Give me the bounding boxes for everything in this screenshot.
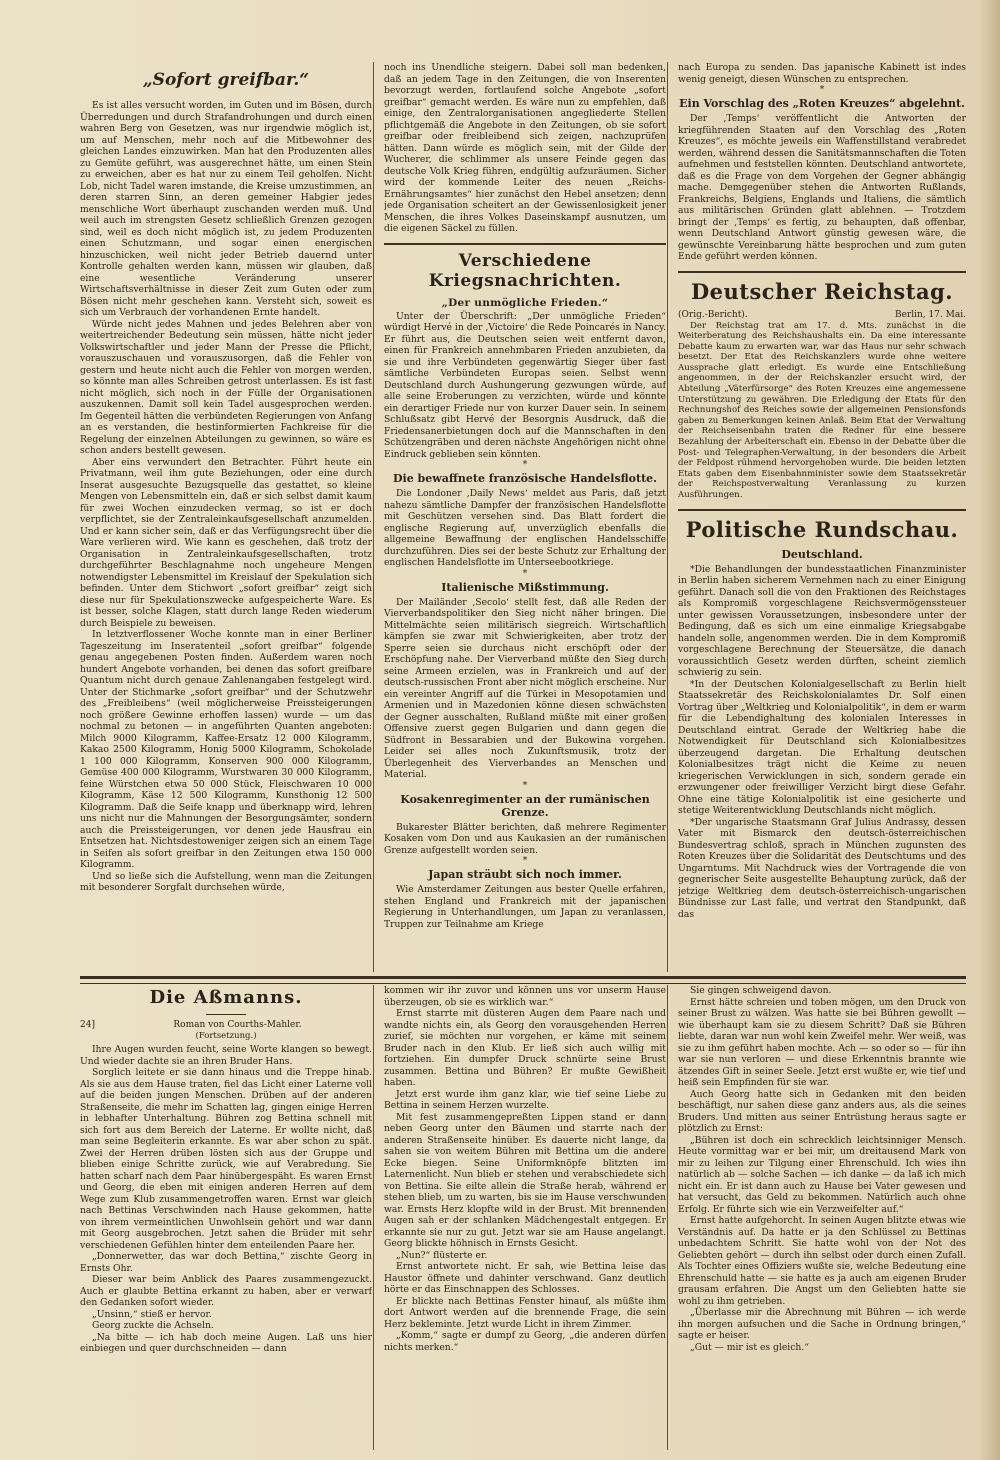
paragraph: Dieser war beim Anblick des Paares zusammengezuckt. Auch er glaubte Bettina erkannt zu haben, aber er verwarf den Gedanken sofort wieder. [80,1274,372,1308]
paragraph: Ernst starrte mit düsteren Augen dem Paare nach und wandte nichts ein, als Georg den vorausgehenden Herren zurief, sie möchten nur vorgehen, er käme mit seinem Bruder nach in den Klub. Er ließ sich auch willig mit fortziehen. Ein dumpfer Druck schnürte seine Brust zusammen. Bettina und Bühren? Er mußte Gewißheit haben. [384,1008,666,1088]
novel-title: Die Aßmanns. [149,987,303,1008]
subsection-title: Deutschland. [781,547,863,561]
column-divider [373,62,374,972]
paragraph: Sorglich leitete er sie dann hinaus und die Treppe hinab. Als sie aus dem Hause traten, fiel das Licht einer Laterne voll auf die beiden jungen Menschen. Drüben auf der anderen Straßenseite, die mehr im Schatten lag, gingen einige Herren in lebhafter Unterhaltung. Bühren zog Bettina schnell mit sich fort aus dem Bereich der Laterne. Er wollte nicht, daß man seine Begleiterin erkannte. Es war aber schon zu spät. Zwei der Herren drüben lösten sich aus der Gruppe und blieben einige Schritte zurück, wie auf Verabredung. Sie hatten scharf nach dem Paar hinübergespäht. Es waren Ernst und Georg, die eben mit einigen anderen Herren auf dem Wege zum Klub zusammengetroffen waren. Ernst war gleich nach Bettinas Verschwinden nach Hause gekommen, hatte von ihrem vermeintlichen Unwohlsein gehört und war dann mit Georg ausgebrochen. Jetzt sahen die Brüder mit sehr verschiedenen Gefühlen hinter dem enteilenden Paare her. [80,1067,372,1251]
paragraph: Auch Georg hatte sich in Gedanken mit den beiden beschäftigt, nur sahen diese ganz anders aus, als die seines Bruders. Und mitten aus seiner Entrüstung heraus sagte er plötzlich zu Ernst: [678,1088,966,1134]
paragraph: nach Europa zu senden. Das japanische Kabinett ist indes wenig geneigt, diesen Wünschen zu entsprechen. [678,62,966,85]
paragraph: Der ‚Temps‘ veröffentlicht die Antworten der kriegführenden Staaten auf den Vorschlag des „Roten Kreuzes“, es möchte jeweils ein Waffenstillstand verabredet werden, während dessen die Sanitätsmannschaften die Toten aufnehmen und feststellen könnten. Deutschland antwortete, daß es die Frage von dem Vorgehen der Gegner abhängig mache. Demgegenüber stehen die Antworten Rußlands, Frankreichs, Belgiens, Englands und Italiens, die sämtlich aus militärischen Gründen glatt ablehnen. — Trotzdem bringt der ‚Temps‘ es fertig, zu behaupten, daß offenbar, wenn Deutschland Antwort günstig gewesen wäre, die gewünschte Vereinbarung hätte besprochen und zum guten Ende geführt werden können. [678,113,966,262]
separator-star: * [819,85,825,95]
feuilleton-column-3 [678,985,966,1450]
paragraph: Ihre Augen wurden feucht, seine Worte klangen so bewegt. Und wieder dachte sie an ihren Bruder Hans. [80,1044,372,1067]
item-title: Japan sträubt sich noch immer. [428,868,622,881]
byline [80,1020,372,1030]
paragraph: „Komm,“ sagte er dumpf zu Georg, „die anderen dürfen nichts merken.“ [384,1330,666,1353]
novel-author: Roman von Courths-Mahler. [173,1020,302,1030]
paragraph: „Donnerwetter, das war doch Bettina,“ zischte Georg in Ernsts Ohr. [80,1251,372,1274]
item-title: Die bewaffnete französische Handelsflotte. [393,472,657,485]
paragraph: Unter der Überschrift: „Der unmögliche Frieden“ würdigt Hervé in der ‚Victoire‘ die Rede Poincarés in Nancy. Er führt aus, die Deutschen seien weit entfernt davon, einen für Frankreich annehmbaren Frieden anzubieten, da sie und ihre Verbündeten gegenwärtig Sieger über fast sämtliche Verbündeten Europas seien. Selbst wenn Deutschland durch Aushungerung gezwungen würde, auf alle seine Eroberungen zu verzichten, würde und könnte ein derartiger Friede nur von kurzer Dauer sein. In seinem Schlußsatz gibt Hervé der Besorgnis Ausdruck, daß die Friedensanerbietungen doch auf die Mannschaften in den Schützengräben und deren nächste Angehörigen nicht ohne Eindruck geblieben sein könnten. [384,310,666,460]
column-divider [373,985,374,1450]
paragraph: Die Londoner ‚Daily News‘ meldet aus Paris, daß jetzt nahezu sämtliche Dampfer der französischen Handelsflotte mit Geschützen versehen sind. Das Blatt fordert die englische Regierung auf, unverzüglich ebenfalls die allgemeine Bewaffnung der englischen Handelsschiffe durchzuführen. Dies sei der beste Schutz zur Erhaltung der englischen Handelsflotte im Unterseebootkriege. [384,488,666,568]
news-section [80,62,966,972]
paragraph: „Bühren ist doch ein schrecklich leichtsinniger Mensch. Heute vormittag war er bei mir, um dreitausend Mark von mir zu leihen zur Tilgung einer Ehrenschuld. Ich wies ihn natürlich ab — solche Sachen — ich danke — da laß ich mich nicht ein. Er ist dann auch zu Hause bei Vater gewesen und hat versucht, das Geld zu bekommen. Natürlich auch ohne Erfolg. Er führte sich wie ein Verzweifelter auf.“ [678,1134,966,1215]
paragraph: Ernst hatte aufgehorcht. In seinen Augen blitzte etwas wie Verständnis auf. Da hatte er ja den Schlüssel zu Bettinas unbedachtem Schritt. Sie hatte wohl von der Not des Geliebten gehört — durch ihn selbst oder durch einen Zufall. Als Tochter eines Offiziers wußte sie, welche Bedeutung eine Ehrenschuld hatte — sie hatte es ja auch am eigenen Bruder grausam erfahren. Die Angst um den Geliebten hatte sie wohl zu ihm getrieben. [678,1215,966,1307]
paragraph: Georg zuckte die Achseln. [92,1320,214,1331]
source-label: (Orig.-Bericht). [678,309,748,320]
headline-sofort-greifbar: „Sofort greifbar.“ [142,70,310,90]
paragraph: *In der Deutschen Kolonialgesellschaft zu Berlin hielt Staatssekretär des Reichskolonialamtes Dr. Solf einen Vortrag über „Weltkrieg und Kolonialpolitik“, in dem er warm für die Lebendighaltung des kolonialen Interesses in Deutschland eintrat. Gerade der Weltkrieg habe die Notwendigkeit für Deutschland sich Kolonialbesitzes überzeugend dargetan. Die Erhaltung deutschen Kolonialbesitzes trägt nicht die Keime zu neuen kriegerischen Verwicklungen in sich, sondern gerade ein erzwungener oder freiwilliger Verzicht birgt diese Gefahr. Ohne eine tätige Kolonialpolitik ist eine gesicherte und stetige Weiterentwicklung Deutschlands nicht möglich. [678,678,966,817]
column-divider [667,62,668,972]
paragraph: *Die Behandlungen der bundesstaatlichen Finanzminister in Berlin haben sicherem Vernehmen nach zu einer Einigung geführt. Danach soll die von den Fraktionen des Reichstages als Kompromiß vorgeschlagene Reichsvermögenssteuer unter gewissen Voraussetzungen, insbesondere unter der Bedingung, daß es sich um eine einmalige Kriegsabgabe handeln solle, angenommen werden. Die in dem Kompromiß vorgeschlagene Berechnung der Steuersätze, die danach voraussichtlich Gesetz werden dürften, scheint ziemlich schwierig zu sein. [678,563,966,679]
date-label: Berlin, 17. Mai. [894,309,966,320]
paragraph: „Gut — mir ist es gleich.“ [690,1341,809,1353]
paragraph: Wie Amsterdamer Zeitungen aus bester Quelle erfahren, stehen England und Frankreich mit der japanischen Regierung in Unterhandlungen, um Japan zu veranlassen, Truppen zur Teilnahme am Kriege [384,884,666,930]
separator-star: * [522,568,528,579]
feuilleton-column-1 [80,985,372,1450]
paragraph: kommen wir ihr zuvor und können uns vor unserm Hause überzeugen, ob sie es wirklich war.“ [384,985,666,1008]
item-title: Ein Vorschlag des „Roten Kreuzes“ abgelehnt. [679,97,965,110]
paragraph: Der Reichstag trat am 17. d. Mts. zunächst in die Weiterberatung des Reichshaushalts ein. Da eine interessante Debatte kaum zu erwarten war, war das Haus nur sehr schwach besetzt. Der Etat des Reichskanzlers wurde ohne weitere Aussprache glatt erledigt. Es wurde eine Entschließung angenommen, in der der Reichskanzler ersucht wird, der Abteilung „Väterfürsorge“ des Roten Kreuzes eine angemessene Unterstützung zu gewähren. Die Erledigung der Etats für den Rechnungshof des Reiches sowie der allgemeinen Pensionsfonds gaben zu Bemerkungen keinen Anlaß. Beim Etat der Verwaltung der Reichseisenbahn traten die Redner für eine bessere Bezahlung der Arbeiterschaft ein. Ebenso in der Debatte über die Post- und Telegraphen-Verwaltung, in der besonders die Arbeit der Feldpost rühmend hervorgehoben wurde. Die beiden letzten Etats gaben dem Eisenbahnminister sowie dem Staatssekretär der Reichspostverwaltung Veranlassung zu kurzen Ausführungen. [678,320,966,500]
paragraph: Es ist alles versucht worden, im Guten und im Bösen, durch Überredungen und durch Strafandrohungen und durch einen wahren Berg von Gesetzen, was nur irgendwie möglich ist, um auf Menschen, mehr noch auf die Mitbewohner des gleichen Landes einzuwirken. Man hat den Produzenten alles zu Gemüte geführt, was ausgerechnet hätte, um einen Stein zu erweichen, aber es hat nur zu einem Teil geholfen. Nicht Lob, nicht Tadel waren imstande, die Kreise umzustimmen, an deren starren Sinn, an deren gemeiner Habgier jedes menschliche Wort überhaupt zuschanden werden muß. Und weil auch im strengsten Gesetz schließlich Grenzen gezogen sind, weil es doch nicht möglich ist, zu jedem Produzenten einen Schutzmann, und sogar einen energischen hinzuschicken, weil nicht jeder Betrieb dauernd unter Kontrolle gehalten werden kann, müssen wir glauben, daß eine wesentliche Veränderung unserer Wirtschaftsverhältnisse in dieser Zeit zum Guten oder zum Bösen nicht mehr geschehen kann. Versteht sich, soweit es sich um Verbrauch der vorhandenen Ernte handelt. [80,100,372,318]
paragraph: Bukarester Blätter berichten, daß mehrere Regimenter Kosaken vom Don und aus Kaukasien an der rumänischen Grenze aufgestellt worden seien. [384,821,666,856]
paragraph: Jetzt erst wurde ihm ganz klar, wie tief seine Liebe zu Bettina in seinem Herzen wurzelte. [384,1088,666,1111]
paragraph: Der Mailänder ‚Secolo‘ stellt fest, daß alle Reden der Vierverbandspolitiker den Sieg nicht näher bringen. Die Mittelmächte seien militärisch siegreich. Wirtschaftlich kämpfen sie zwar mit Schwierigkeiten, aber trotz der Sperre seien sie durchaus nicht erschöpft oder der Erschöpfung nahe. Der Vierverband müßte den Sieg durch seine Armeen erzielen, was in Frankreich und auf der deutsch-russischen Front aber nicht möglich erscheine. Nur ein vereinter Angriff auf die Türkei in Mesopotamien und Armenien und in Mazedonien könne diesen schwächsten der Gegner ausschalten, Rußland müßte mit einer großen Offensive zuerst gegen Bulgarien und dann gegen die Südfront in Bessarabien und der Bukowina vorgehen. Leider sei alles noch Zukunftsmusik, trotz der Überlegenheit des Vierverbandes an Menschen und Material. [384,596,666,780]
column-1 [80,62,372,972]
paragraph: Aber eins verwundert den Betrachter. Führt heute ein Privatmann, weil ihm gute Beziehungen, oder eine durch Inserat ausgesuchte Bezugsquelle das gestattet, so kleine Mengen von Lebensmitteln ein, daß er sich selbst damit kaum für zwei Wochen einzudecken vermag, so ist er doch verpflichtet, sie der Zentraleinkaufsgesellschaft anzumelden. Und er kann sicher sein, daß er das Verfügungsrecht über die Ware verlieren wird. Wie kann es geschehen, daß trotz der Organisation in Zentraleinkaufsgesellschaften, trotz durchgeführter Beschlagnahme noch ungeheure Mengen notwendigster Lebensmittel im Kreislauf der Spekulation sich befinden. Unter dem Stichwort „sofort greifbar“ zeigt sich diese nur für Spekulationszwecke aufgespeicherte Ware. Es ist besser, solche Klagen, statt durch lange Reden wiederum durch Beispiele zu beweisen. [80,456,372,629]
paragraph: Ernst hätte schreien und toben mögen, um den Druck von seiner Brust zu wälzen. Was hatte sie bei Bühren gewollt — wie überhaupt kam sie zu diesem Schritt? Daß sie Bühren liebte, daran war nun wohl kein Zweifel mehr. Wer weiß, was sie zu ihm geführt haben mochte. Ach — so oder so — für ihn war sie nun verloren — und diese Erkenntnis brannte wie ätzendes Gift in seiner Seele. Jetzt erst wußte er, wie tief und heiß sein Empfinden für sie war. [678,996,966,1088]
item-title: „Der unmögliche Frieden.“ [441,296,609,309]
section-title-politische-rundschau: Politische Rundschau. [678,509,966,542]
column-divider [667,985,668,1450]
paragraph: „Überlasse mir die Abrechnung mit Bühren — ich werde ihn morgen aufsuchen und die Sache in Ordnung bringen,“ sagte er heiser. [678,1307,966,1341]
feuilleton-column-2 [384,985,666,1450]
paragraph: „Unsinn,“ stieß er hervor. [92,1308,212,1320]
title-rule [206,1014,246,1016]
dateline [678,310,966,320]
item-title: Italienische Mißstimmung. [441,580,609,594]
paragraph: *Der ungarische Staatsmann Graf Julius Andrassy, dessen Vater mit Bismarck den deutsch-österreichischen Bundesvertrag schloß, sprach in München zugunsten des Roten Kreuzes über die Solidarität des Deutschtums und des Ungarntums. Mit Nachdruck wies der Vortragende die von gegnerischer Seite ausgestellte Behauptung zurück, daß der jetzige Weltkrieg dem deutsch-österreichisch-ungarischen Bündnisse zur Last falle, und vertrat den Standpunkt, daß das [678,816,966,920]
section-title-reichstag: Deutscher Reichstag. [678,271,966,304]
paragraph: Mit fest zusammengepreßten Lippen stand er dann neben Georg unter den Bäumen und starrte nach der anderen Straßenseite hinüber. Es dauerte nicht lange, da sahen sie von weitem Bühren mit Bettina um die andere Ecke biegen. Seine Uniformknöpfe blitzten im Laternenlicht. Nun blieb er stehen und verabschiedete sich von Bettina. Sie eilte allein die Straße herab, während er stehen blieb, um zu warten, bis sie im Hause verschwunden war. Ernsts Herz klopfte wild in der Brust. Mit brennenden Augen sah er der schlanken Mädchengestalt entgegen. Er erkannte sie nur zu gut. Jetzt war sie am Hause angelangt. Georg blickte höhnisch in Ernsts Gesicht. [384,1111,666,1249]
continuation-note: (Fortsetzung.) [195,1031,257,1041]
paragraph: Sie gingen schweigend davon. [690,985,832,996]
feuilleton-divider [80,976,966,984]
feuilleton-section [80,985,966,1450]
paragraph: „Na bitte — ich hab doch meine Augen. Laß uns hier einbiegen und quer durchschneiden — dann [80,1331,372,1354]
page-edge-shadow [978,0,1000,1460]
paragraph: Würde nicht jedes Mahnen und jedes Belehren aber von weitertreichender Bedeutung sein müssen, hätte nicht jeder Volkswirtschaftler und jeder Mann der Presse die Pflicht, vorauszuschauen und vorauszusorgen, daß die Fehler von gestern und heute nicht auch die Fehler von morgen werden, so könnte man alles Schreiben getrost unterlassen. Es ist fast nicht möglich, sich noch in der Fülle der Organisationen auszukennen. Damit soll kein Tadel ausgesprochen werden. Im Gegenteil hätten die verbündeten Regierungen von Anfang an es verstanden, die bestinformierten Fachkreise für die Regelung der einzelnen Abteilungen zu gewinnen, so wäre es schon anders bestellt gewesen. [80,318,372,456]
column-2 [384,62,666,972]
item-title: Kosakenregimenter an der rumänischen Grenze. [400,792,650,819]
paragraph: Ernst antwortete nicht. Er sah, wie Bettina leise das Haustor öffnete und dahinter verschwand. Ganz deutlich hörte er das Einschnappen des Schlosses. [384,1261,666,1295]
column-3 [678,62,966,972]
separator-star: * [522,460,528,470]
installment-number: 24] [80,1020,95,1030]
separator-star: * [522,780,528,791]
paragraph: Er blickte nach Bettinas Fenster hinauf, als müßte ihm dort Antwort werden auf die brennende Frage, die sein Herz bekleminte. Jetzt wurde Licht in ihrem Zimmer. [384,1295,666,1330]
paragraph: „Nun?“ flüsterte er. [396,1249,488,1261]
paragraph: noch ins Unendliche steigern. Dabei soll man bedenken, daß an jedem Tage in den Zeitungen, die von Inserenten bevorzugt werden, fortlaufend solche Angebote „sofort greifbar“ gemacht werden. Es wäre nun zu empfehlen, daß einige, den Zentralorganisationen angegliederte Stellen pflichtgemäß die Angebote in den Zeitungen, ob sie sofort greifbar oder freibleibend sich zeigen, nachzuprüfen hätten. Dann würde es möglich sein, mit der Gilde der Wucherer, die schlimmer als unsere Feinde gegen das deutsche Volk Krieg führen, endgültig aufzuräumen. Sicher wird der kommende Leiter des neuen „Reichs-Ernährungsamtes“ hier zunächst den Hebel ansetzen; denn jede Organisation scheitert an der Gewissenlosigkeit jener Menschen, die ihres Volkes Daseinskampf ausnutzen, um die eigenen Säckel zu füllen. [384,62,666,234]
paragraph: In letztverflossener Woche konnte man in einer Berliner Tageszeitung im Inseratenteil „sofort greifbar“ folgende genau angegebenen Posten finden. Außerdem waren noch hundert Angebote vorhanden, bei denen das sofort greifbare Quantum nicht durch genaue Zahlenangaben festgelegt wird. Unter der Stichmarke „sofort greifbar“ und der Schutzwehr des „Freibleibens“ (weil möglicherweise Preissteigerungen noch größere Gewinne erhoffen lassen) wurde — um das nochmal zu betonen — in angeführten Quanten angeboten: Milch 9000 Kilogramm, Kaffee-Ersatz 12 000 Kilogramm, Kakao 2500 Kilogramm, Honig 5000 Kilogramm, Schokolade 1 100 000 Kilogramm, Konserven 900 000 Kilogramm, Gemüse 400 000 Kilogramm, Wurstwaren 30 000 Kilogramm, feine Würstchen etwa 50 000 Stück, Fleischwaren 10 000 Kilogramm, Käse 12 500 Kilogramm, Kunsthonig 12 500 Kilogramm. Daß die Seife knapp und überknapp wird, lehren uns nicht nur die Mahnungen der Besorgungsämter, sondern auch die Preissteigerungen, vor denen jede Hausfrau ein Entsetzen hat. Nichtsdestoweniger zeigen sich an einem Tage in Seifen als sofort greifbar in den Zeitungen etwa 150 000 Kilogramm. [80,629,372,870]
paragraph: Und so ließe sich die Aufstellung, wenn man die Zeitungen mit besonderer Sorgfalt durchsehen würde, [80,870,372,893]
section-title-kriegsnachrichten: Verschiedene Kriegsnachrichten. [384,243,666,291]
separator-star: * [522,856,528,866]
